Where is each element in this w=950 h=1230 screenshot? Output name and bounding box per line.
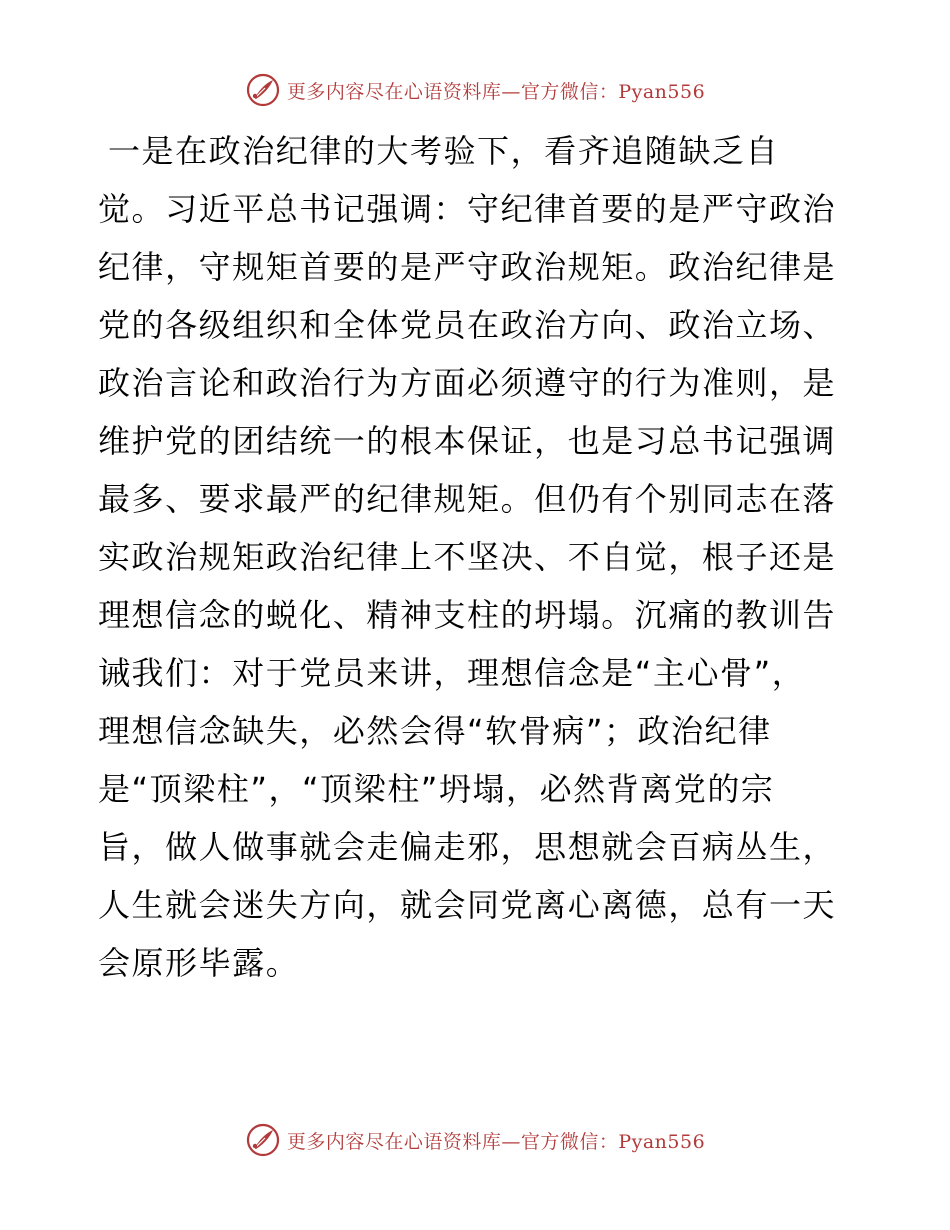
feather-pen-logo-icon <box>245 72 281 108</box>
text-line: 是“顶梁柱”，“顶梁柱”坍塌，必然背离党的宗 <box>98 770 775 808</box>
text-line: 会原形毕露。 <box>98 944 300 982</box>
text-line: 觉。习近平总书记强调：守纪律首要的是严守政治 <box>98 190 837 228</box>
feather-pen-logo-icon <box>245 1122 281 1158</box>
text-line: 纪律，守规矩首要的是严守政治规矩。政治纪律是 <box>98 248 837 286</box>
footer-banner-text: 更多内容尽在心语资料库—官方微信：Pyan556 <box>286 1130 706 1153</box>
text-line: 政治言论和政治行为方面必须遵守的行为准则，是 <box>98 364 837 402</box>
text-line: 最多、要求最严的纪律规矩。但仍有个别同志在落 <box>98 480 837 518</box>
text-line: 实政治规矩政治纪律上不坚决、不自觉，根子还是 <box>98 538 837 576</box>
text-line: 诫我们：对于党员来讲，理想信念是“主心骨”， <box>98 654 806 692</box>
header-banner <box>0 70 950 110</box>
text-line: 党的各级组织和全体党员在政治方向、政治立场、 <box>98 306 837 344</box>
header-banner-text: 更多内容尽在心语资料库—官方微信：Pyan556 <box>286 80 706 103</box>
text-line: 理想信念缺失，必然会得“软骨病”；政治纪律 <box>98 712 772 750</box>
text-line: 人生就会迷失方向，就会同党离心离德，总有一天 <box>98 886 837 924</box>
text-line: 旨，做人做事就会走偏走邪，思想就会百病丛生， <box>98 828 837 866</box>
text-line: 理想信念的蜕化、精神支柱的坍塌。沉痛的教训告 <box>98 596 837 634</box>
body-paragraph <box>98 122 850 992</box>
footer-banner <box>0 1120 950 1160</box>
text-line: 一是在政治纪律的大考验下，看齐追随缺乏自 <box>108 132 780 170</box>
text-line: 维护党的团结统一的根本保证，也是习总书记强调 <box>98 422 837 460</box>
